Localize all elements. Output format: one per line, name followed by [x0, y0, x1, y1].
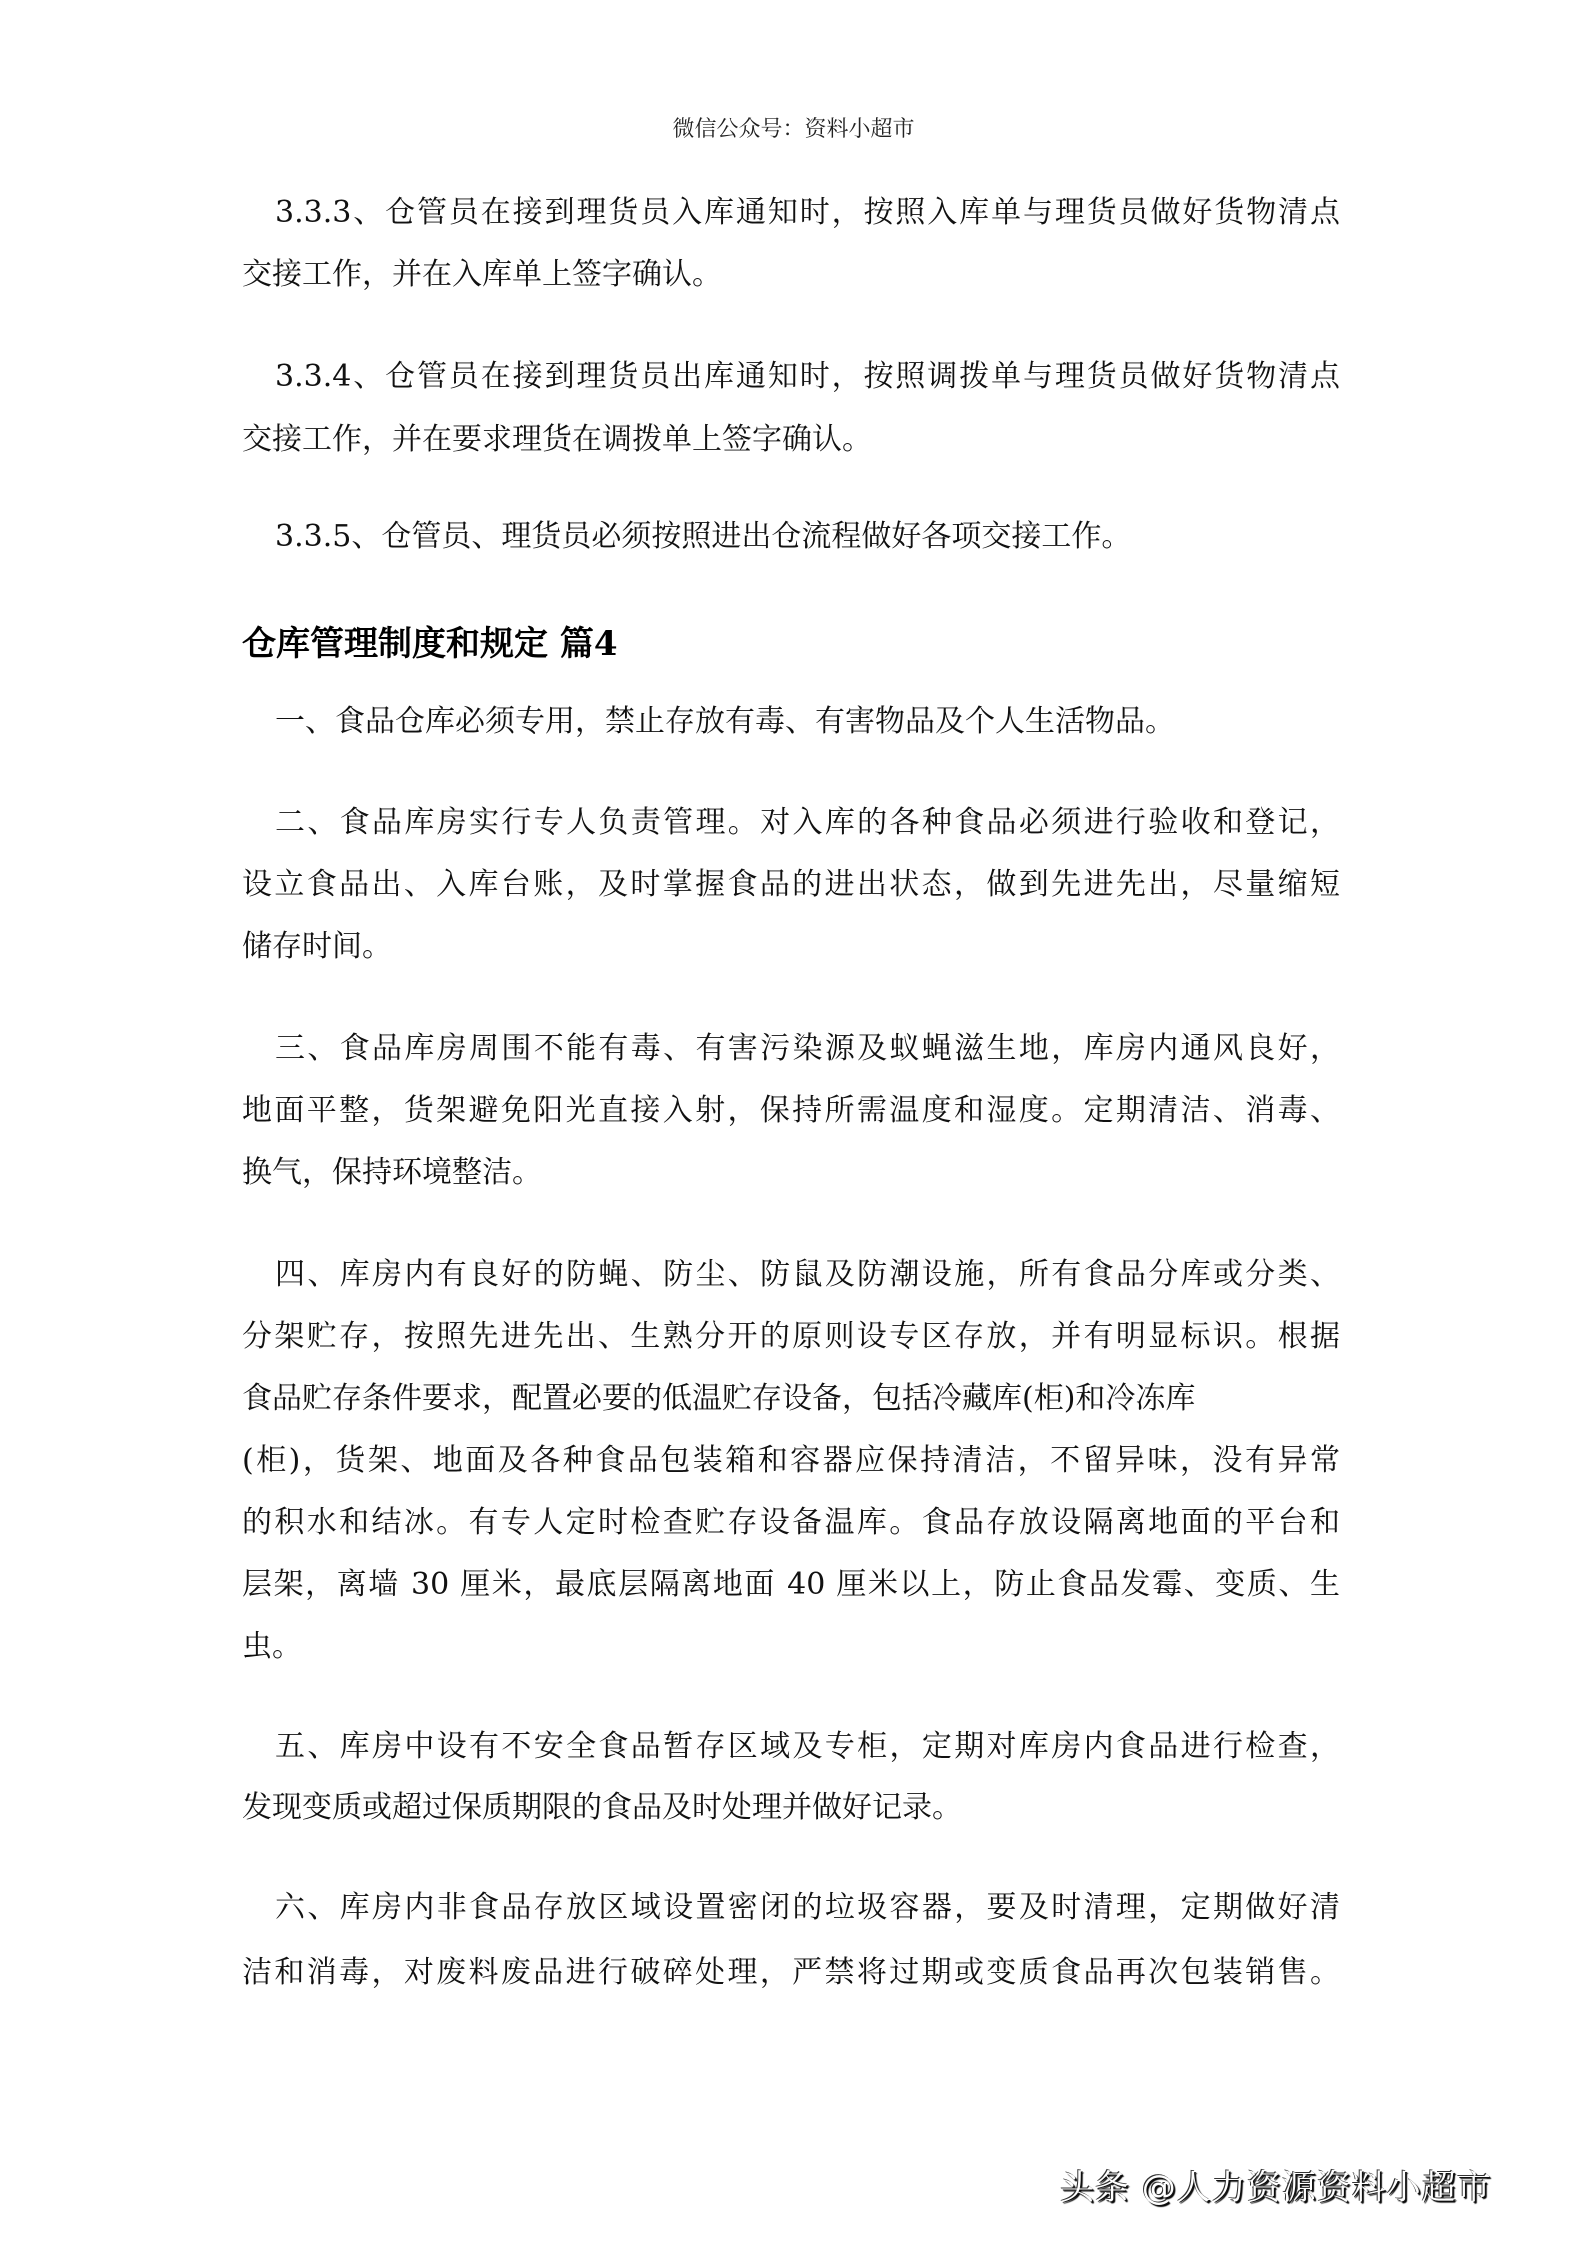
rule-6-line-1: 六、库房内非食品存放区域设置密闭的垃圾容器，要及时清理，定期做好清 — [275, 1890, 1340, 1925]
rule-2-line-2: 设立食品出、入库台账，及时掌握食品的进出状态，做到先进先出，尽量缩短 — [242, 867, 1340, 902]
rule-4-line-7: 虫。 — [242, 1629, 302, 1664]
rule-5-line-1: 五、库房中设有不安全食品暂存区域及专柜，定期对库房内食品进行检查， — [275, 1729, 1340, 1764]
paragraph-3-3-4-line-1: 3.3.4、仓管员在接到理货员出库通知时，按照调拨单与理货员做好货物清点 — [275, 359, 1340, 394]
rule-3-line-1: 三、食品库房周围不能有毒、有害污染源及蚁蝇滋生地，库房内通风良好， — [275, 1031, 1340, 1066]
rule-4-line-5: 的积水和结冰。有专人定时检查贮存设备温库。食品存放设隔离地面的平台和 — [242, 1505, 1340, 1540]
paragraph-3-3-3-line-1: 3.3.3、仓管员在接到理货员入库通知时，按照入库单与理货员做好货物清点 — [275, 195, 1340, 230]
paragraph-3-3-5-line-1: 3.3.5、仓管员、理货员必须按照进出仓流程做好各项交接工作。 — [275, 519, 1132, 554]
rule-4-line-3: 食品贮存条件要求，配置必要的低温贮存设备，包括冷藏库(柜)和冷冻库 — [242, 1381, 1196, 1416]
rule-1-line-1: 一、食品仓库必须专用，禁止存放有毒、有害物品及个人生活物品。 — [275, 704, 1175, 739]
rule-4-line-6: 层架，离墙 30 厘米，最底层隔离地面 40 厘米以上，防止食品发霉、变质、生 — [242, 1567, 1340, 1602]
paragraph-3-3-4-line-2: 交接工作，并在要求理货在调拨单上签字确认。 — [242, 422, 872, 457]
rule-4-line-2: 分架贮存，按照先进先出、生熟分开的原则设专区存放，并有明显标识。根据 — [242, 1319, 1340, 1354]
rule-3-line-3: 换气，保持环境整洁。 — [242, 1155, 542, 1190]
paragraph-3-3-3-line-2: 交接工作，并在入库单上签字确认。 — [242, 257, 722, 292]
rule-4-line-4: (柜)，货架、地面及各种食品包装箱和容器应保持清洁，不留异味，没有异常 — [242, 1443, 1340, 1478]
rule-3-line-2: 地面平整，货架避免阳光直接入射，保持所需温度和湿度。定期清洁、消毒、 — [242, 1093, 1340, 1128]
toutiao-watermark: 头条 @人力资源资料小超市 — [1060, 2168, 1492, 2208]
section-heading: 仓库管理制度和规定 篇4 — [242, 624, 618, 664]
rule-2-line-3: 储存时间。 — [242, 929, 392, 964]
rule-5-line-2: 发现变质或超过保质期限的食品及时处理并做好记录。 — [242, 1790, 962, 1825]
rule-2-line-1: 二、食品库房实行专人负责管理。对入库的各种食品必须进行验收和登记， — [275, 805, 1340, 840]
rule-4-line-1: 四、库房内有良好的防蝇、防尘、防鼠及防潮设施，所有食品分库或分类、 — [275, 1257, 1340, 1292]
rule-6-line-2: 洁和消毒，对废料废品进行破碎处理，严禁将过期或变质食品再次包装销售。 — [242, 1955, 1340, 1990]
page-header-wechat-account: 微信公众号：资料小超市 — [672, 117, 915, 142]
